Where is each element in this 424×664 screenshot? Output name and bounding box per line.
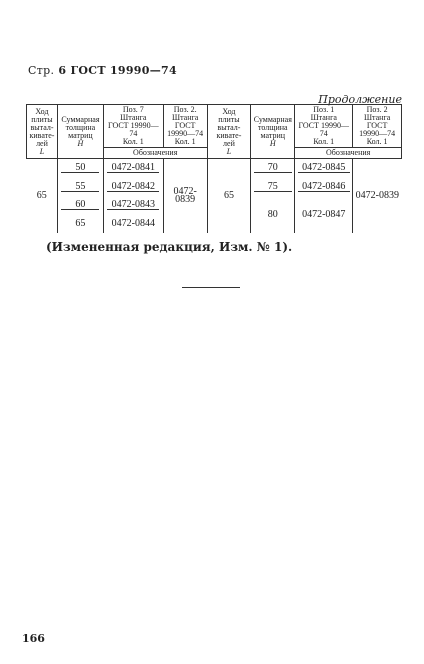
data-table — [26, 104, 402, 233]
left-L: 65 — [27, 159, 58, 233]
left-common: 0472-0839 — [163, 159, 207, 233]
page-no: 6 — [58, 64, 67, 77]
col-travel: Ход плиты вытал- кивате- лей L — [27, 105, 58, 159]
col-pos7: Поз. 7 Штанга ГОСТ 19990—74 Кол. 1 — [103, 105, 163, 148]
left-H-1: 50 — [57, 159, 103, 179]
page-label: Стр. — [28, 64, 55, 77]
left-H-2: 55 — [57, 179, 103, 197]
col-pos2b: Поз. 2 Штанга ГОСТ 19990—74 Кол. 1 — [353, 105, 402, 148]
left-code-1: 0472-0841 — [103, 159, 163, 179]
standard-code: ГОСТ 19990—74 — [70, 64, 177, 77]
left-H-4: 65 — [57, 215, 103, 233]
col-thickness-2: Суммарная толщина матриц H — [251, 105, 295, 159]
col-pos2: Поз. 2. Штанга ГОСТ 19990—74 Кол. 1 — [163, 105, 207, 148]
right-common: 0472-0839 — [353, 159, 402, 233]
page-number: 166 — [22, 632, 45, 645]
left-code-3: 0472-0843 — [103, 197, 163, 215]
divider-rule — [182, 287, 240, 288]
page-header — [28, 64, 177, 77]
right-H-1: 70 — [251, 159, 295, 179]
right-code-1: 0472-0845 — [295, 159, 353, 179]
right-H-3: 80 — [251, 197, 295, 233]
designation-header-2: Обозначения — [295, 148, 402, 159]
left-code-2: 0472-0842 — [103, 179, 163, 197]
col-thickness: Суммарная толщина матриц H — [57, 105, 103, 159]
right-L: 65 — [207, 159, 251, 233]
col-pos1: Поз. 1 Штанга ГОСТ 19990—74 Кол. 1 — [295, 105, 353, 148]
continuation-label: Продолжение — [318, 93, 402, 106]
right-H-2: 75 — [251, 179, 295, 197]
left-H-3: 60 — [57, 197, 103, 215]
left-code-4: 0472-0844 — [103, 215, 163, 233]
designation-header: Обозначения — [103, 148, 207, 159]
revision-note: (Измененная редакция, Изм. № 1). — [46, 240, 293, 254]
col-travel-2: Ход плиты вытал- кивате- лей L — [207, 105, 251, 159]
right-code-3: 0472-0847 — [295, 197, 353, 233]
right-code-2: 0472-0846 — [295, 179, 353, 197]
